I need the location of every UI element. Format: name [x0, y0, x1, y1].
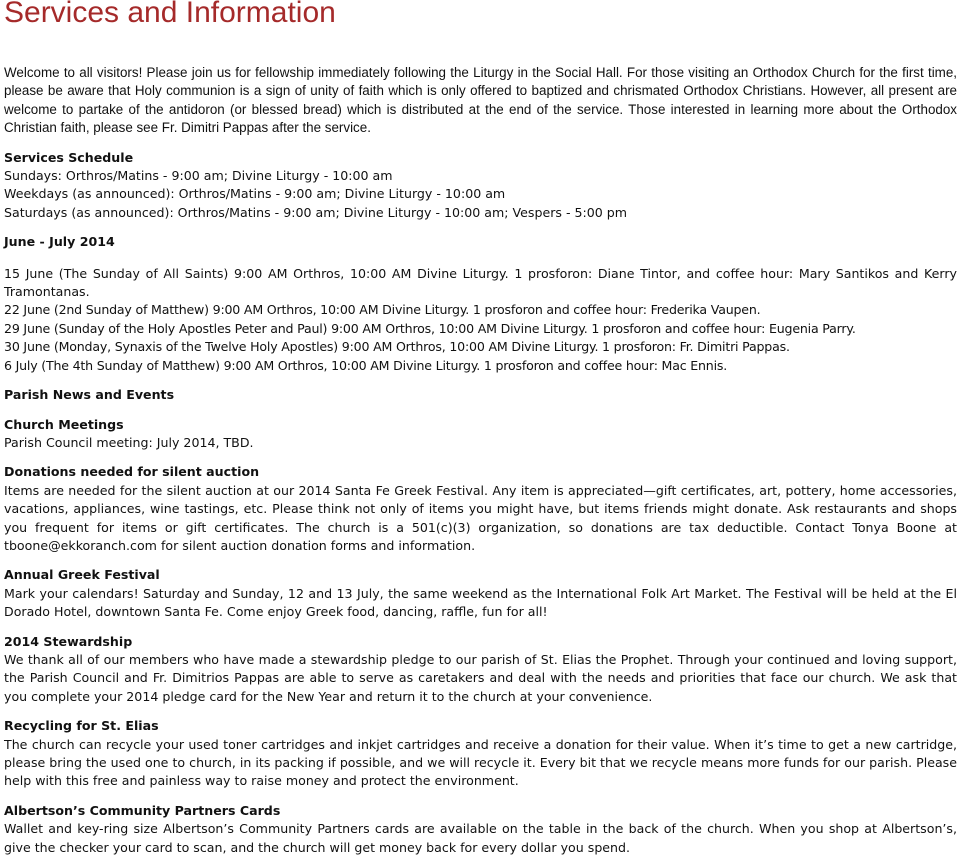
section-body: Mark your calendars! Saturday and Sunday, 12 and 13 July, the same weekend as the International Folk Art Market. The Festival will be held at the El Dorado Hotel, downtown Santa Fe. Come enjoy Greek food, dancing, raffle, fun for all!: [4, 585, 957, 620]
calendar-item: 15 June (The Sunday of All Saints) 9:00 AM Orthros, 10:00 AM Divine Liturgy. 1 prosforon: Diane Tintor, and coffee hour: Mary Santikos and Kerry Tramontanas.: [4, 265, 957, 300]
section-body: Parish Council meeting: July 2014, TBD.: [4, 434, 254, 450]
schedule-line-saturdays: Saturdays (as announced): Orthros/Matins - 9:00 am; Divine Liturgy - 10:00 am; Vespers - 5:00 pm: [4, 204, 628, 220]
calendar-heading: June - July 2014: [4, 234, 115, 250]
section-donations: [4, 463, 957, 555]
section-heading: 2014 Stewardship: [4, 633, 133, 649]
calendar-item: 30 June (Monday, Synaxis of the Twelve Holy Apostles) 9:00 AM Orthros, 10:00 AM Divine Liturgy. 1 prosforon: Fr. Dimitri Pappas.: [4, 339, 790, 355]
calendar-item: 29 June (Sunday of the Holy Apostles Peter and Paul) 9:00 AM Orthros, 10:00 AM Divine Liturgy. 1 prosforon and coffee hour: Eugenia Parry.: [4, 320, 856, 336]
section-heading: Recycling for St. Elias: [4, 718, 159, 734]
section-body: Wallet and key-ring size Albertson’s Community Partners cards are available on the table in the back of the church. When you shop at Albertson’s, give the checker your card to scan, and the church will get money back for every dollar you spend.: [4, 821, 957, 855]
section-albertsons: [4, 802, 957, 857]
calendar-item: 22 June (2nd Sunday of Matthew) 9:00 AM Orthros, 10:00 AM Divine Liturgy. 1 prosforon and coffee hour: Frederika Vaupen.: [4, 302, 761, 318]
section-body: We thank all of our members who have made a stewardship pledge to our parish of St. Elias the Prophet. Through your continued and loving support, the Parish Council and Fr. Dimitrios Pappas are able to serve as caretakers and deal with the needs and priorities that face our church. We ask that you complete your 2014 pledge card for the New Year and return it to the church at your convenience.: [4, 651, 957, 704]
section-heading: Church Meetings: [4, 416, 124, 432]
schedule-line-weekdays: Weekdays (as announced): Orthros/Matins - 9:00 am; Divine Liturgy - 10:00 am: [4, 186, 506, 202]
section-body: The church can recycle your used toner cartridges and inkjet cartridges and receive a donation for their value. When it’s time to get a new cartridge, please bring the used one to church, in its packing if possible, and we will recycle it. Every bit that we recycle means more funds for our parish. Please help with this free and painless way to raise money and protect the environment.: [4, 736, 957, 789]
section-heading: Annual Greek Festival: [4, 567, 160, 583]
section-church-meetings: [4, 416, 957, 453]
section-heading: Albertson’s Community Partners Cards: [4, 802, 281, 818]
news-heading: Parish News and Events: [4, 387, 175, 403]
section-heading: Donations needed for silent auction: [4, 464, 260, 480]
section-recycling: [4, 717, 957, 791]
services-schedule: [4, 149, 957, 223]
intro-paragraph: Welcome to all visitors! Please join us for fellowship immediately following the Liturgy in the Social Hall. For those visiting an Orthodox Church for the first time, please be aware that Holy communion is a sign of unity of faith which is only offered to baptized and chrismated Orthodox Christians. However, all present are welcome to partake of the antidoron (or blessed bread) which is distributed at the end of the service. Those interested in learning more about the Orthodox Christian faith, please see Fr. Dimitri Pappas after the service.: [4, 65, 957, 136]
calendar-list: [4, 265, 957, 375]
page-title: Services and Information: [4, 0, 336, 29]
section-greek-festival: [4, 566, 957, 621]
section-body: Items are needed for the silent auction at our 2014 Santa Fe Greek Festival. Any item is appreciated—gift certificates, art, pottery, home accessories, vacations, appliances, wine tastings, etc. Please think not only of items you might have, but items friends might donate. Ask restaurants and shops you frequent for items or gift certificates. The church is a 501(c)(3) organization, so donations are tax deductible. Contact Tonya Boone at tboone@ekkoranch.com for silent auction donation forms and information.: [4, 482, 957, 553]
section-stewardship: [4, 633, 957, 707]
schedule-heading: Services Schedule: [4, 149, 134, 165]
calendar-item: 6 July (The 4th Sunday of Matthew) 9:00 AM Orthros, 10:00 AM Divine Liturgy. 1 prosforon and coffee hour: Mac Ennis.: [4, 357, 728, 373]
schedule-line-sundays: Sundays: Orthros/Matins - 9:00 am; Divine Liturgy - 10:00 am: [4, 168, 393, 184]
